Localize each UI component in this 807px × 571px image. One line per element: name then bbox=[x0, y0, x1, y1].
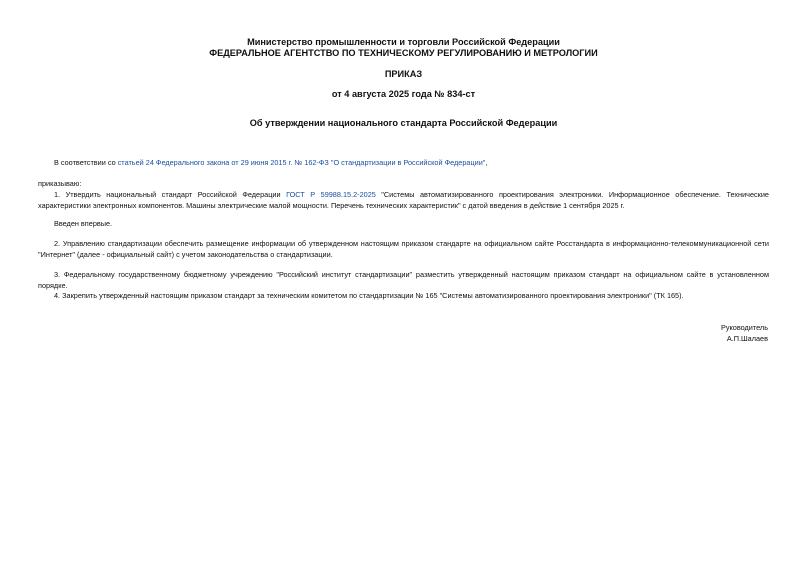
document-date-number: от 4 августа 2025 года № 834-ст bbox=[331, 89, 476, 99]
signature-name: А.П.Шалаев bbox=[726, 334, 768, 343]
signature-position: Руководитель bbox=[720, 323, 768, 332]
gost-standard-link[interactable]: ГОСТ Р 59988.15.2-2025 bbox=[286, 190, 376, 199]
law-link[interactable]: статьей 24 Федерального закона от 29 июня 2015 г. № 162-ФЗ "О стандартизации в Российской Федерации" bbox=[117, 158, 486, 167]
item-1-suffix: "Системы автоматизированного проектирования электроники. Информационное обеспечение. Технические характеристики электронных компонентов. Машины электрические малой мощности. Перечень технических характеристик" с датой введения в действие 1 сентября 2025 г. bbox=[38, 190, 769, 211]
first-introduced-note: Введен впервые. bbox=[54, 219, 113, 228]
preamble-paragraph bbox=[38, 157, 769, 168]
item-4-paragraph: 4. Закрепить утвержденный настоящим приказом стандарт за техническим комитетом по стандартизации № 165 "Системы автоматизированного проектирования электроники" (ТК 165). bbox=[54, 291, 684, 300]
ministry-name: Министерство промышленности и торговли Российской Федерации bbox=[247, 37, 560, 47]
preamble-prefix: В соответствии со bbox=[54, 158, 118, 167]
document-type: ПРИКАЗ bbox=[384, 69, 423, 79]
agency-name: ФЕДЕРАЛЬНОЕ АГЕНТСТВО ПО ТЕХНИЧЕСКОМУ РЕГУЛИРОВАНИЮ И МЕТРОЛОГИИ bbox=[209, 48, 598, 58]
item-1-prefix: 1. Утвердить национальный стандарт Российской Федерации bbox=[54, 190, 287, 199]
document-title: Об утверждении национального стандарта Российской Федерации bbox=[249, 118, 558, 128]
item-1-paragraph bbox=[38, 189, 769, 211]
order-word: приказываю: bbox=[38, 179, 82, 188]
preamble-suffix: , bbox=[485, 158, 488, 167]
item-2-paragraph: 2. Управлению стандартизации обеспечить размещение информации об утвержденном настоящим приказом стандарте на официальном сайте Росстандарта в информационно-телекоммуникационной сети "Интернет" (далее - официальный сайт) с учетом законодательства о стандартизации. bbox=[38, 239, 769, 260]
item-3-paragraph: 3. Федеральному государственному бюджетному учреждению "Российский институт стандартизации" разместить утвержденный настоящим приказом стандарт на официальном сайте в установленном порядке. bbox=[38, 270, 769, 291]
